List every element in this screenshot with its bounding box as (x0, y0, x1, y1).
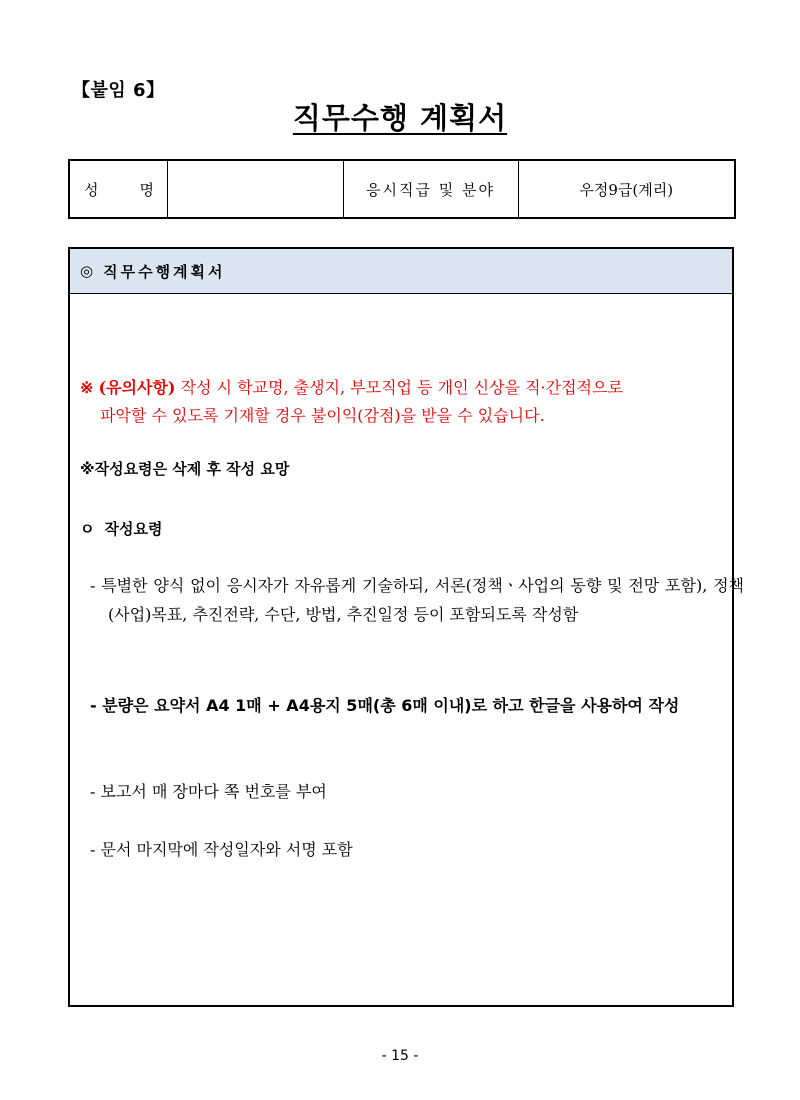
page-title (0, 96, 800, 137)
circle-bullet-icon: ㅇ (80, 520, 95, 538)
guideline-item-date-signature: - 문서 마지막에 작성일자와 서명 포함 (90, 840, 353, 859)
caution-notice (80, 374, 728, 430)
job-plan-box (68, 247, 744, 1007)
name-value-cell[interactable] (167, 160, 343, 218)
table-row (69, 160, 735, 218)
guideline-item-format: - 특별한 양식 없이 응시자가 자유롭게 기술하되, 서론(정책ㆍ사업의 동향 및 전망 포함), 정책(사업)목표, 추진전략, 수단, 방법, 추진일정 등이 포함되도록 작성함 (90, 576, 744, 624)
exam-grade-value-cell: 우정9급(계리) (518, 160, 735, 218)
name-label-char-2: 명 (139, 180, 155, 199)
caution-notice-label: (유의사항) (98, 378, 176, 397)
caution-notice-line-1: 작성 시 학교명, 출생지, 부모직업 등 개인 신상을 직·간접적으로 (180, 378, 623, 397)
name-label-cell (69, 160, 167, 218)
guideline-item-length: - 분량은 요약서 A4 1매 + A4용지 5매(총 6매 이내)로 하고 한글을 사용하여 작성 (90, 696, 680, 715)
delete-instructions-note: ※작성요령은 삭제 후 작성 요망 (80, 460, 290, 478)
writing-guidelines-title: 작성요령 (104, 520, 163, 538)
double-circle-icon: ◎ (80, 262, 94, 280)
page-number: - 15 - (381, 1048, 419, 1064)
exam-grade-label-cell: 응시직급 및 분야 (343, 160, 518, 218)
writing-guidelines-heading (80, 518, 162, 539)
guideline-item-page-numbers: - 보고서 매 장마다 쪽 번호를 부여 (90, 782, 327, 801)
reference-mark-icon: ※ (80, 378, 94, 397)
page-title-text: 직무수행 계획서 (292, 101, 508, 135)
applicant-info-table (68, 159, 736, 219)
attachment-label: 【붙임 6】 (72, 80, 165, 101)
job-plan-header-title: 직무수행계획서 (103, 262, 226, 281)
caution-notice-line-2: 파악할 수 있도록 기재할 경우 불이익(감점)을 받을 수 있습니다. (100, 406, 545, 425)
job-plan-header (70, 249, 732, 294)
name-label-char-1: 성 (84, 180, 100, 199)
